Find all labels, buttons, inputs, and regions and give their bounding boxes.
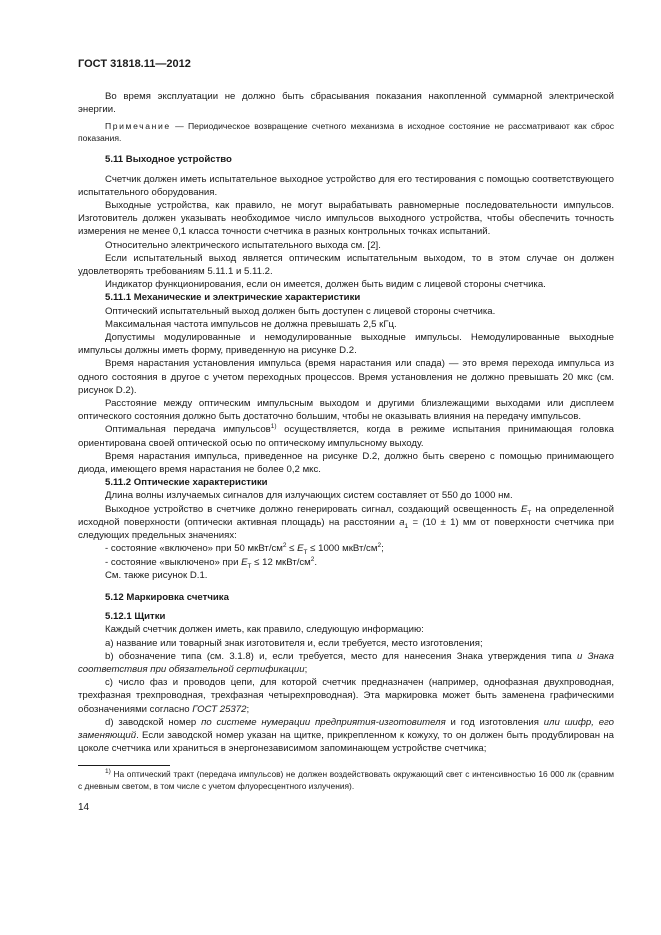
paragraph: Во время эксплуатации не должно быть сбрасывания показания накопленной суммарной электрической энергии. xyxy=(78,91,614,116)
paragraph: Если испытательный выход является оптическим испытательным выходом, то в этом случае он должен удовлетворять требованиям 5.11.1 и 5.11.2. xyxy=(78,252,614,278)
paragraph: Допустимы модулированные и немодулированные выходные импульсы. Немодулированные выходные импульсы должны иметь форму, приведенную на рисунке D.2. xyxy=(78,332,614,357)
note-label: Примечание xyxy=(105,121,171,132)
list-item: - состояние «включено» при 50 мкВт/$см^2 \le E_T \le 1000$ мкВт/$см^2$; xyxy=(105,542,384,557)
section-title-5-12: 5.12 Маркировка счетчика xyxy=(105,591,229,603)
section-title-5-11: 5.11 Выходное устройство xyxy=(105,154,232,166)
paragraph: Выходное устройство в счетчике должно генерировать сигнал, создающий освещенность $E_T$ на определенной исходной поверхности (оптически активная площадь) на расстоянии $a_1 = (10 \pm 1)$ мм от поверхности счетчика при следующих предельных значениях: xyxy=(78,503,614,542)
paragraph: Оптимальная передача импульсов$^{1)}$ осуществляется, когда в режиме испытания принимающая головка ориентирована своей оптической осью по оптическому импульсному выходу. xyxy=(78,423,614,449)
note xyxy=(78,120,614,144)
list-item: d) заводской номер по системе нумерации предприятия-изготовителя и год изготовления или шифр, его заменяющий. Если заводской номер указан на щитке, прикрепленном к кожуху, то он должен быть продублирован на цоколе счетчика или храниться в энергонезависимом запоминающем устройстве счетчика; xyxy=(78,716,615,755)
paragraph: См. также рисунок D.1. xyxy=(105,569,208,581)
document-header: ГОСТ 31818.11—2012 xyxy=(78,58,191,70)
section-title-5-11-1: 5.11.1 Механические и электрические характеристики xyxy=(105,292,361,304)
paragraph: Длина волны излучаемых сигналов для излучающих систем составляет от 550 до 1000 нм. xyxy=(105,490,513,502)
paragraph: Время нарастания установления импульса (время нарастания или спада) — это время перехода импульса из одного состояния в другое с учетом переходных процессов. Время установления не должно превышать 20 мкс (см. рисунок D.2). xyxy=(78,358,614,396)
list-item: - состояние «выключено» при $E_T \le 12$ мкВт/$см^2$. xyxy=(105,555,318,570)
page-number: 14 xyxy=(78,802,90,814)
list-item: с) число фаз и проводов цепи, для которой счетчик предназначен (например, однофазная двухпроводная, трехфазная трехпроводная, трехфазная четырехпроводная). Эта маркировка может быть заменена графическими обозначениями согласно ГОСТ 25372; xyxy=(78,677,614,715)
paragraph: Максимальная частота импульсов не должна превышать 2,5 кГц. xyxy=(105,318,397,330)
list-item: b) обозначение типа (см. 3.1.8) и, если требуется, место для нанесения Знака утверждения типа и Знака соответствия при обязательной сертификации; xyxy=(78,650,614,675)
section-title-5-11-2: 5.11.2 Оптические характеристики xyxy=(105,477,268,489)
paragraph: Выходные устройства, как правило, не могут вырабатывать равномерные последовательности импульсов. Изготовитель должен указывать необходимое число импульсов выходного устройства, чтобы обеспечить точность измерения не менее 0,1 класса точности счетчика в разных контрольных точках испытаний. xyxy=(78,200,614,238)
document-page xyxy=(78,58,614,813)
note-text: — Периодическое возвращение счетного механизма в исходное состояние не рассматривают как сброс показания. xyxy=(78,121,614,144)
paragraph: Каждый счетчик должен иметь, как правило, следующую информацию: xyxy=(105,624,424,636)
paragraph: Время нарастания импульса, приведенное на рисунке D.2, должно быть сверено с помощью принимающего диода, имеющего время нарастания не более 0,2 мкс. xyxy=(78,450,614,476)
footnote-ref: 1) xyxy=(270,423,277,431)
section-title-5-12-1: 5.12.1 Щитки xyxy=(105,611,166,623)
paragraph: Относительно электрического испытательного выхода см. [2]. xyxy=(105,239,381,251)
paragraph: Индикатор функционирования, если он имеется, должен быть видим с лицевой стороны счетчика. xyxy=(105,279,546,291)
list-item: а) название или товарный знак изготовителя и, если требуется, место изготовления; xyxy=(105,637,483,649)
footnote-divider xyxy=(78,765,170,766)
paragraph: Оптический испытательный выход должен быть доступен с лицевой стороны счетчика. xyxy=(105,305,496,317)
paragraph: Расстояние между оптическим импульсным выходом и другими близлежащими выходами или дисплеем оптического состояния должно быть достаточно большим, чтобы не оказывать влияния на передачу импульсов. xyxy=(78,398,614,423)
paragraph: Счетчик должен иметь испытательное выходное устройство для его тестирования с помощью соответствующего испытательного оборудования. xyxy=(78,173,614,198)
footnote: $^{1)}$ На оптический тракт (передача импульсов) не должен воздействовать окружающий свет с интенсивностью 16 000 лк (сравним с дневным светом, в том числе с учетом флуоресцентного излучения). xyxy=(78,768,614,791)
